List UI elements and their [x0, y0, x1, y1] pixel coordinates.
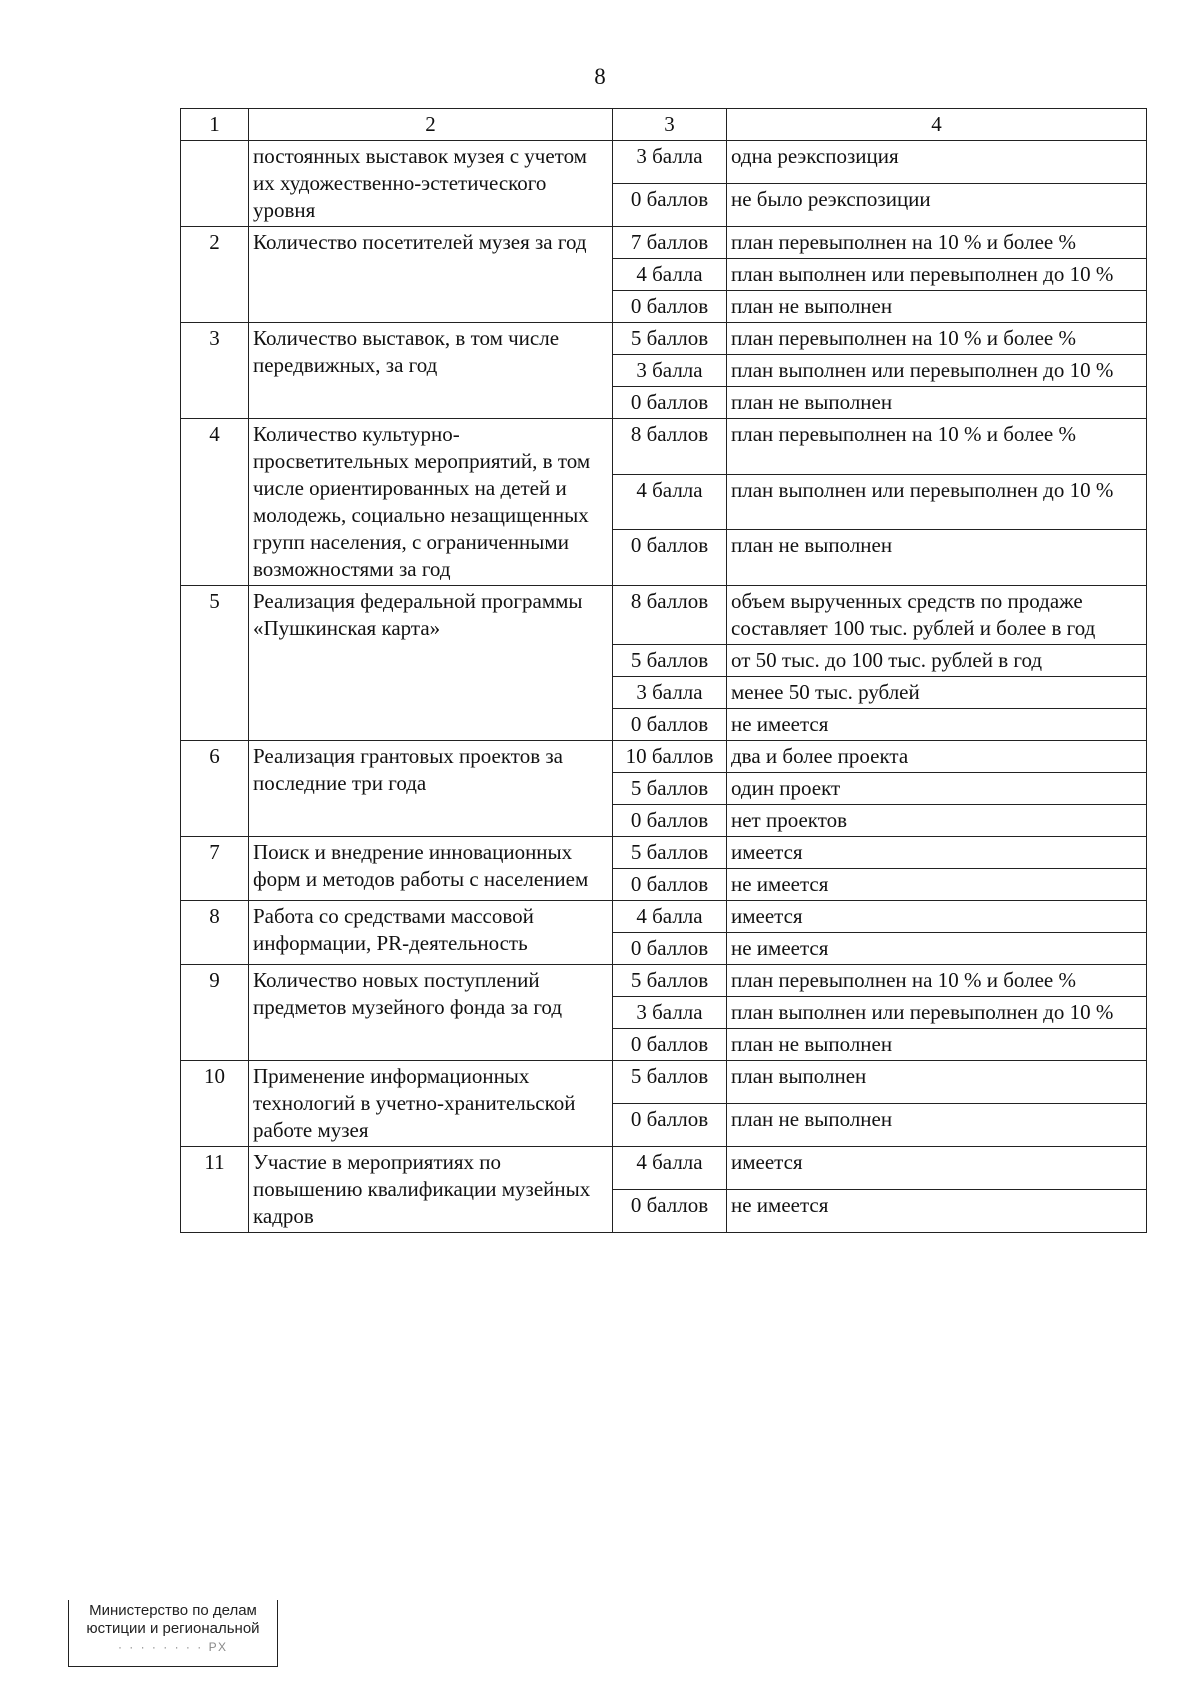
stamp-line-3: · · · · · · · · РХ	[117, 1640, 229, 1654]
criterion-points: 0 баллов	[613, 1029, 727, 1061]
criterion-condition: менее 50 тыс. рублей	[727, 677, 1147, 709]
criterion-name: Реализация федеральной программы «Пушкинская карта»	[249, 586, 613, 741]
ministry-stamp	[68, 1600, 278, 1667]
criterion-condition: план выполнен или перевыполнен до 10 %	[727, 259, 1147, 291]
criterion-points: 5 баллов	[613, 965, 727, 997]
criterion-condition: имеется	[727, 1147, 1147, 1190]
criterion-name: постоянных выставок музея с учетом их художественно-эстетического уровня	[249, 141, 613, 227]
criterion-condition: план выполнен	[727, 1061, 1147, 1104]
criterion-number	[181, 141, 249, 227]
table-row	[181, 901, 1147, 933]
criterion-condition: план перевыполнен на 10 % и более %	[727, 419, 1147, 475]
criterion-condition: нет проектов	[727, 805, 1147, 837]
criterion-points: 4 балла	[613, 259, 727, 291]
criterion-points: 0 баллов	[613, 530, 727, 586]
criterion-number: 5	[181, 586, 249, 741]
header-row	[181, 109, 1147, 141]
criterion-number: 3	[181, 323, 249, 419]
criterion-points: 8 баллов	[613, 586, 727, 645]
table-row	[181, 227, 1147, 259]
criterion-condition: план перевыполнен на 10 % и более %	[727, 965, 1147, 997]
criterion-number: 6	[181, 741, 249, 837]
criterion-condition: план не выполнен	[727, 1104, 1147, 1147]
criterion-condition: одна реэкспозиция	[727, 141, 1147, 184]
criterion-condition: план не выполнен	[727, 530, 1147, 586]
criterion-points: 8 баллов	[613, 419, 727, 475]
table-row	[181, 741, 1147, 773]
criterion-points: 0 баллов	[613, 709, 727, 741]
criterion-name: Участие в мероприятиях по повышению квалификации музейных кадров	[249, 1147, 613, 1233]
stamp-line-2: юстиции и региональной	[86, 1620, 260, 1637]
criterion-points: 3 балла	[613, 677, 727, 709]
criterion-points: 5 баллов	[613, 837, 727, 869]
criterion-points: 0 баллов	[613, 1190, 727, 1233]
criterion-number: 2	[181, 227, 249, 323]
criterion-number: 11	[181, 1147, 249, 1233]
page-number: 8	[594, 64, 606, 89]
table-row	[181, 837, 1147, 869]
criterion-condition: имеется	[727, 837, 1147, 869]
criterion-condition: не имеется	[727, 1190, 1147, 1233]
criterion-points: 0 баллов	[613, 805, 727, 837]
criterion-name: Количество культурно-просветительных мероприятий, в том числе ориентированных на детей и молодежь, социально незащищенных групп населения, с ограниченными возможностями за год	[249, 419, 613, 586]
criterion-name: Количество посетителей музея за год	[249, 227, 613, 323]
criterion-name: Применение информационных технологий в учетно-хранительской работе музея	[249, 1061, 613, 1147]
column-header-3: 3	[613, 109, 727, 141]
table-row	[181, 1061, 1147, 1104]
criterion-condition: два и более проекта	[727, 741, 1147, 773]
criterion-condition: план выполнен или перевыполнен до 10 %	[727, 474, 1147, 530]
criterion-name: Реализация грантовых проектов за последние три года	[249, 741, 613, 837]
column-header-4: 4	[727, 109, 1147, 141]
criterion-points: 0 баллов	[613, 291, 727, 323]
criterion-condition: план выполнен или перевыполнен до 10 %	[727, 997, 1147, 1029]
criterion-condition: план не выполнен	[727, 291, 1147, 323]
criterion-points: 10 баллов	[613, 741, 727, 773]
criterion-condition: не имеется	[727, 869, 1147, 901]
criterion-number: 9	[181, 965, 249, 1061]
criterion-points: 4 балла	[613, 1147, 727, 1190]
criterion-points: 3 балла	[613, 997, 727, 1029]
table-row	[181, 141, 1147, 184]
table-row	[181, 323, 1147, 355]
criterion-name: Количество новых поступлений предметов музейного фонда за год	[249, 965, 613, 1061]
criterion-points: 5 баллов	[613, 323, 727, 355]
table-row	[181, 965, 1147, 997]
criteria-table	[180, 108, 1147, 1233]
criterion-condition: один проект	[727, 773, 1147, 805]
criterion-points: 5 баллов	[613, 645, 727, 677]
criterion-points: 0 баллов	[613, 1104, 727, 1147]
criterion-condition: имеется	[727, 901, 1147, 933]
criteria-body	[181, 141, 1147, 1233]
criterion-points: 4 балла	[613, 901, 727, 933]
criterion-condition: план перевыполнен на 10 % и более %	[727, 227, 1147, 259]
criterion-number: 4	[181, 419, 249, 586]
criterion-condition: не имеется	[727, 933, 1147, 965]
criterion-number: 8	[181, 901, 249, 965]
column-header-1: 1	[181, 109, 249, 141]
criterion-points: 5 баллов	[613, 773, 727, 805]
column-header-2: 2	[249, 109, 613, 141]
stamp-line-1: Министерство по делам	[89, 1602, 257, 1619]
criterion-number: 7	[181, 837, 249, 901]
table-row	[181, 1147, 1147, 1190]
criterion-number: 10	[181, 1061, 249, 1147]
criterion-condition: от 50 тыс. до 100 тыс. рублей в год	[727, 645, 1147, 677]
criterion-condition: план перевыполнен на 10 % и более %	[727, 323, 1147, 355]
table-row	[181, 586, 1147, 645]
criterion-condition: не было реэкспозиции	[727, 184, 1147, 227]
criterion-points: 0 баллов	[613, 933, 727, 965]
criterion-condition: объем вырученных средств по продаже составляет 100 тыс. рублей и более в год	[727, 586, 1147, 645]
criterion-points: 0 баллов	[613, 869, 727, 901]
criterion-condition: не имеется	[727, 709, 1147, 741]
criterion-condition: план выполнен или перевыполнен до 10 %	[727, 355, 1147, 387]
criterion-points: 3 балла	[613, 355, 727, 387]
criterion-points: 0 баллов	[613, 184, 727, 227]
criterion-condition: план не выполнен	[727, 1029, 1147, 1061]
criterion-points: 4 балла	[613, 474, 727, 530]
criterion-points: 7 баллов	[613, 227, 727, 259]
criterion-name: Количество выставок, в том числе передвижных, за год	[249, 323, 613, 419]
criterion-points: 5 баллов	[613, 1061, 727, 1104]
criterion-points: 3 балла	[613, 141, 727, 184]
table-row	[181, 419, 1147, 475]
criterion-condition: план не выполнен	[727, 387, 1147, 419]
criterion-name: Поиск и внедрение инновационных форм и методов работы с населением	[249, 837, 613, 901]
criterion-name: Работа со средствами массовой информации, PR-деятельность	[249, 901, 613, 965]
criterion-points: 0 баллов	[613, 387, 727, 419]
